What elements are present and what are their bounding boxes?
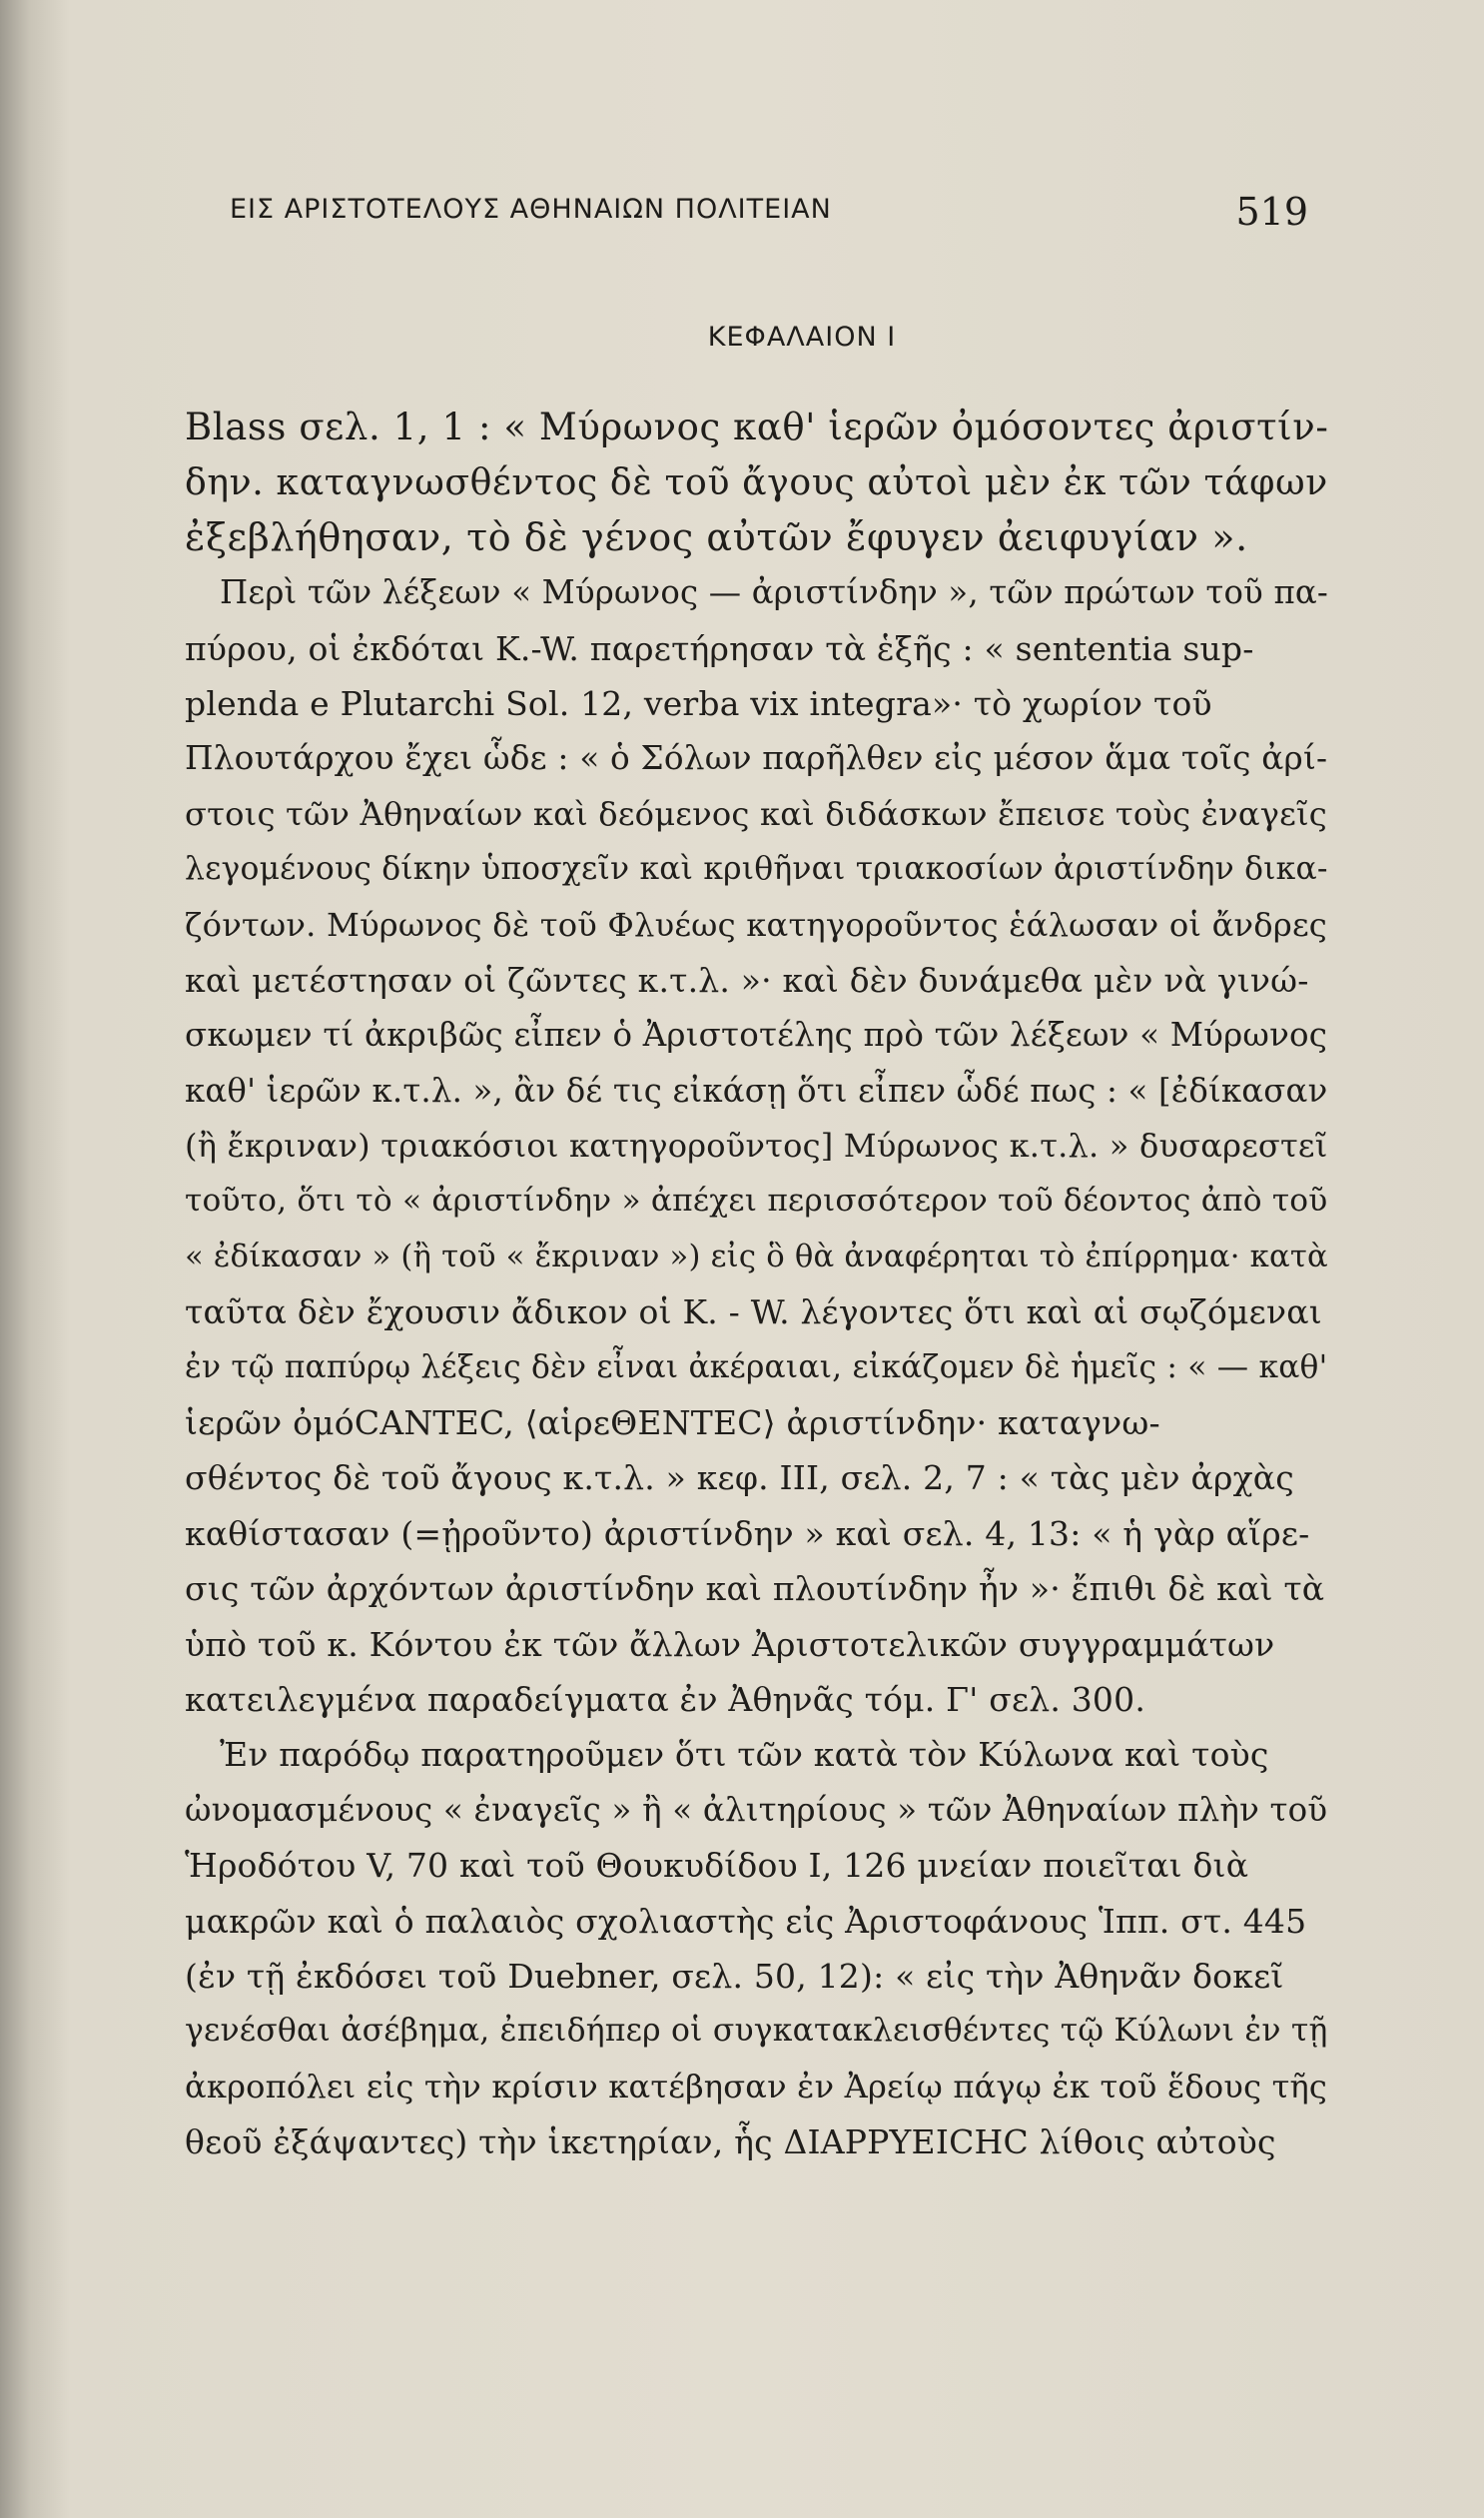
text-line: γενέσθαι ἀσέβημα, ἐπειδήπερ οἱ συγκατακλεισθέντες τῷ Κύλωνι ἐν τῇ (185, 2013, 1328, 2050)
text-line: καθ' ἱερῶν κ.τ.λ. », ἂν δέ τις εἰκάσῃ ὅτι εἶπεν ὧδέ πως : « [ἐδίκασαν (185, 1071, 1328, 1110)
text-line: σκωμεν τί ἀκριβῶς εἶπεν ὁ Ἀριστοτέλης πρὸ τῶν λέξεων « Μύρωνος (185, 1016, 1328, 1055)
text-line: « ἐδίκασαν » (ἢ τοῦ « ἔκριναν ») εἰς ὃ θὰ ἀναφέρηται τὸ ἐπίρρημα· κατὰ (185, 1239, 1328, 1274)
text-line: ἀκροπόλει εἰς τὴν κρίσιν κατέβησαν ἐν Ἀρείῳ πάγῳ ἐκ τοῦ ἕδους τῆς (185, 2067, 1328, 2105)
text-line: plenda e Plutarchi Sol. 12, verba vix integra»· τὸ χωρίον τοῦ (185, 683, 1212, 723)
text-line: ἐν τῷ παπύρῳ λέξεις δὲν εἶναι ἀκέραιαι, εἰκάζομεν δὲ ἡμεῖς : « — καθ' (185, 1348, 1328, 1385)
text-line: ἐξεβλήθησαν, τὸ δὲ γένος αὐτῶν ἔφυγεν ἀειφυγίαν ». (185, 514, 1248, 559)
text-line: δην. καταγνωσθέντος δὲ τοῦ ἄγους αὐτοὶ μὲν ἐκ τῶν τάφων (185, 460, 1328, 504)
text-line: ἱερῶν ὀμόCANTEC, ⟨αἱρεΘΕΝΤΕC⟩ ἀριστίνδην· καταγνω- (185, 1403, 1160, 1443)
text-line: λεγομένους δίκην ὑποσχεῖν καὶ κριθῆναι τριακοσίων ἀριστίνδην δικα- (185, 851, 1328, 888)
text-line: ὑπὸ τοῦ κ. Κόντου ἐκ τῶν ἄλλων Ἀριστοτελικῶν συγγραμμάτων (185, 1624, 1275, 1664)
chapter-heading: ΚΕΦΑΛΑΙΟΝ Ι (707, 322, 897, 353)
text-line: στοις τῶν Ἀθηναίων καὶ δεόμενος καὶ διδάσκων ἔπεισε τοὺς ἐναγεῖς (185, 794, 1327, 833)
text-line: ὠνομασμένους « ἐναγεῖς » ἢ « ἀλιτηρίους » τῶν Ἀθηναίων πλὴν τοῦ (185, 1790, 1328, 1829)
text-line: τοῦτο, ὅτι τὸ « ἀριστίνδην » ἀπέχει περισσότερον τοῦ δέοντος ἀπὸ τοῦ (185, 1183, 1328, 1220)
running-head (230, 190, 1308, 240)
text-line: (ἢ ἔκριναν) τριακόσιοι κατηγοροῦντος] Μύρωνος κ.τ.λ. » δυσαρεστεῖ (185, 1127, 1328, 1166)
text-line: Blass σελ. 1, 1 : « Μύρωνος καθ' ἱερῶν ὀμόσοντες ἀριστίν- (185, 406, 1329, 448)
running-title: ΕΙΣ ΑΡΙΣΤΟΤΕΛΟΥΣ ΑΘΗΝΑΙΩΝ ΠΟΛΙΤΕΙΑΝ (230, 194, 832, 225)
text-line: Πλουτάρχου ἔχει ὧδε : « ὁ Σόλων παρῆλθεν εἰς μέσον ἅμα τοῖς ἀρί- (185, 739, 1328, 778)
text-line: Περὶ τῶν λέξεων « Μύρωνος — ἀριστίνδην », τῶν πρώτων τοῦ πα- (220, 573, 1329, 612)
text-line: πύρου, οἱ ἐκδόται K.-W. παρετήρησαν τὰ ἑξῆς : « sententia sup- (185, 628, 1254, 668)
text-line: ζόντων. Μύρωνος δὲ τοῦ Φλυέως κατηγοροῦντος ἑάλωσαν οἱ ἄνδρες (185, 905, 1328, 944)
text-line: Ἐν παρόδῳ παρατηροῦμεν ὅτι τῶν κατὰ τὸν Κύλωνα καὶ τοὺς (220, 1735, 1269, 1775)
text-line: μακρῶν καὶ ὁ παλαιὸς σχολιαστὴς εἰς Ἀριστοφάνους Ἱππ. στ. 445 (185, 1901, 1307, 1941)
text-line: Ἡροδότου V, 70 καὶ τοῦ Θουκυδίδου I, 126 μνείαν ποιεῖται διὰ (185, 1846, 1249, 1886)
body-text (185, 400, 1333, 2170)
text-line: ταῦτα δὲν ἔχουσιν ἄδικον οἱ K. - W. λέγοντες ὅτι καὶ αἱ σῳζόμεναι (185, 1292, 1322, 1332)
text-line: καθίστασαν (=ᾐροῦντο) ἀριστίνδην » καὶ σελ. 4, 13: « ἡ γὰρ αἵρε- (185, 1513, 1310, 1553)
text-line: θεοῦ ἐξάψαντες) τὴν ἱκετηρίαν, ἧς ΔΙΑΡΡΥΕΙCΗC λίθοις αὐτοὺς (185, 2122, 1276, 2162)
text-line: σθέντος δὲ τοῦ ἄγους κ.τ.λ. » κεφ. III, σελ. 2, 7 : « τὰς μὲν ἀρχὰς (185, 1458, 1294, 1498)
page-number: 519 (1235, 190, 1308, 234)
text-line: κατειλεγμένα παραδείγματα ἐν Ἀθηνᾶς τόμ. Γ' σελ. 300. (185, 1679, 1146, 1719)
text-line: καὶ μετέστησαν οἱ ζῶντες κ.τ.λ. »· καὶ δὲν δυνάμεθα μὲν νὰ γινώ- (185, 960, 1309, 1000)
text-line: (ἐν τῇ ἐκδόσει τοῦ Duebner, σελ. 50, 12): « εἰς τὴν Ἀθηνᾶν δοκεῖ (185, 1956, 1284, 1996)
text-line: σις τῶν ἀρχόντων ἀριστίνδην καὶ πλουτίνδην ἦν »· ἔπιθι δὲ καὶ τὰ (185, 1569, 1325, 1609)
